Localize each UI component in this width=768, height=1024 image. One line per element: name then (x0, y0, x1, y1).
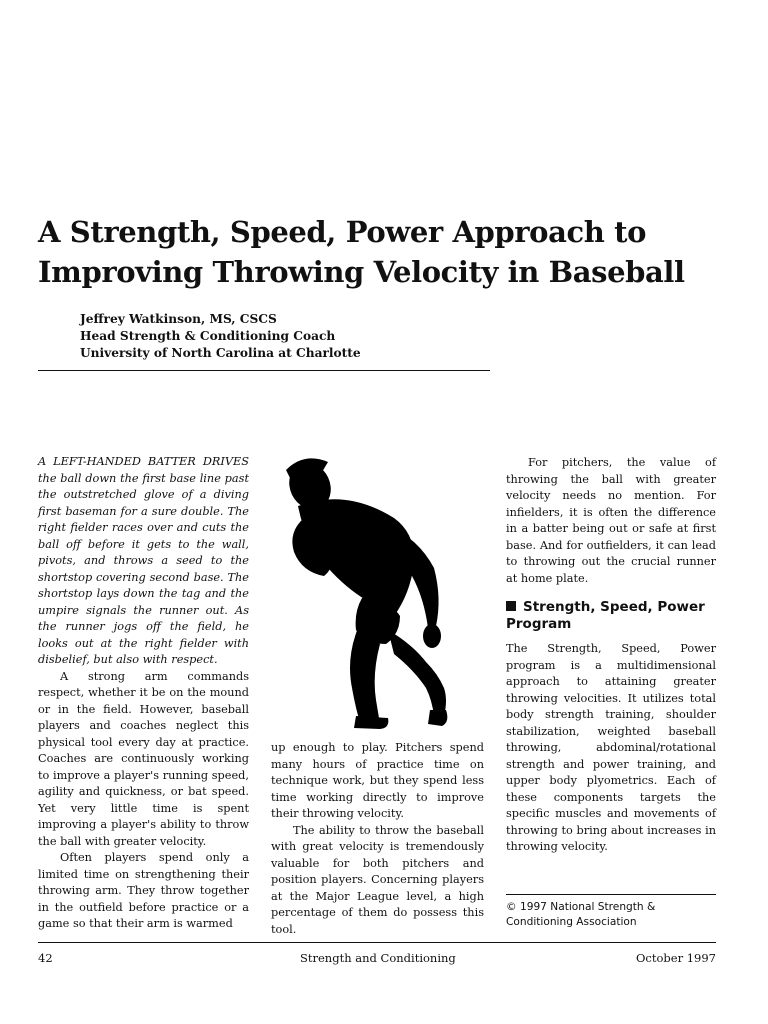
author-name: Jeffrey Watkinson, MS, CSCS (80, 312, 277, 326)
body-paragraph: The ability to throw the baseball with great velocity is tremendously valuable for both pitchers and position players. Concerning players at the Major League level, a high percentage of them do possess this tool. (271, 823, 484, 936)
body-paragraph: A strong arm commands respect, whether it be on the mound or in the field. However, baseball players and coaches neglect this physical tool every day at practice. Coaches are continuously working to improve a player's running speed, agility and quickness, or bat speed. Yet very little time is spent improving a player's ability to throw the ball with greater velocity. (38, 669, 249, 848)
column-1 (38, 454, 249, 933)
body-paragraph: The Strength, Speed, Power program is a multidimensional approach to attaining greater throwing velocities. It utilizes total body strength training, shoulder stabilization, weighted baseball throwing, abdominal/rotational strength and power training, and upper body plyometrics. Each of these components targets the specific muscles and movements of throwing to bring about increases in throwing velocity. (506, 642, 716, 853)
copyright-notice: © 1997 National Strength & Conditioning Association (506, 901, 656, 928)
column-3 (506, 455, 716, 856)
pitcher-silhouette-icon (276, 448, 472, 730)
page-number: 42 (38, 951, 53, 965)
square-bullet-icon (506, 601, 516, 611)
column-2 (271, 740, 484, 938)
footer-divider (38, 942, 716, 943)
byline (80, 311, 361, 362)
copyright-divider (506, 894, 716, 895)
body-paragraph: up enough to play. Pitchers spend many hours of practice time on technique work, but they spend less time working directly to improve their throwing velocity. (271, 741, 484, 820)
pitcher-silhouette-figure (276, 448, 472, 730)
body-paragraph: Often players spend only a limited time on strengthening their throwing arm. They throw together in the outfield before practice or a game so that their arm is warmed (38, 851, 249, 930)
author-institution: University of North Carolina at Charlotte (80, 346, 361, 360)
issue-date: October 1997 (636, 951, 717, 965)
journal-name: Strength and Conditioning (300, 951, 456, 965)
author-position: Head Strength & Conditioning Coach (80, 329, 336, 343)
section-heading-text: Strength, Speed, Power Program (506, 599, 705, 632)
title-divider (38, 370, 490, 371)
section-heading (506, 599, 716, 633)
body-paragraph: For pitchers, the value of throwing the ball with greater velocity needs no mention. For infielders, it is often the difference in a batter being out or safe at first base. And for outfielders, it can lead to throwing out the crucial runner at home plate. (506, 456, 716, 585)
article-title: A Strength, Speed, Power Approach to Improving Throwing Velocity in Baseball (38, 215, 685, 289)
lede-paragraph: A LEFT-HANDED BATTER DRIVES the ball down the first base line past the outstretched glove of a diving first baseman for a sure double. The right fielder races over and cuts the ball off before it gets to the wall, pivots, and throws a seed to the shortstop covering second base. The shortstop lays down the tag and the umpire signals the runner out. As the runner jogs off the field, he looks out at the right fielder with disbelief, but also with respect. (38, 455, 249, 666)
